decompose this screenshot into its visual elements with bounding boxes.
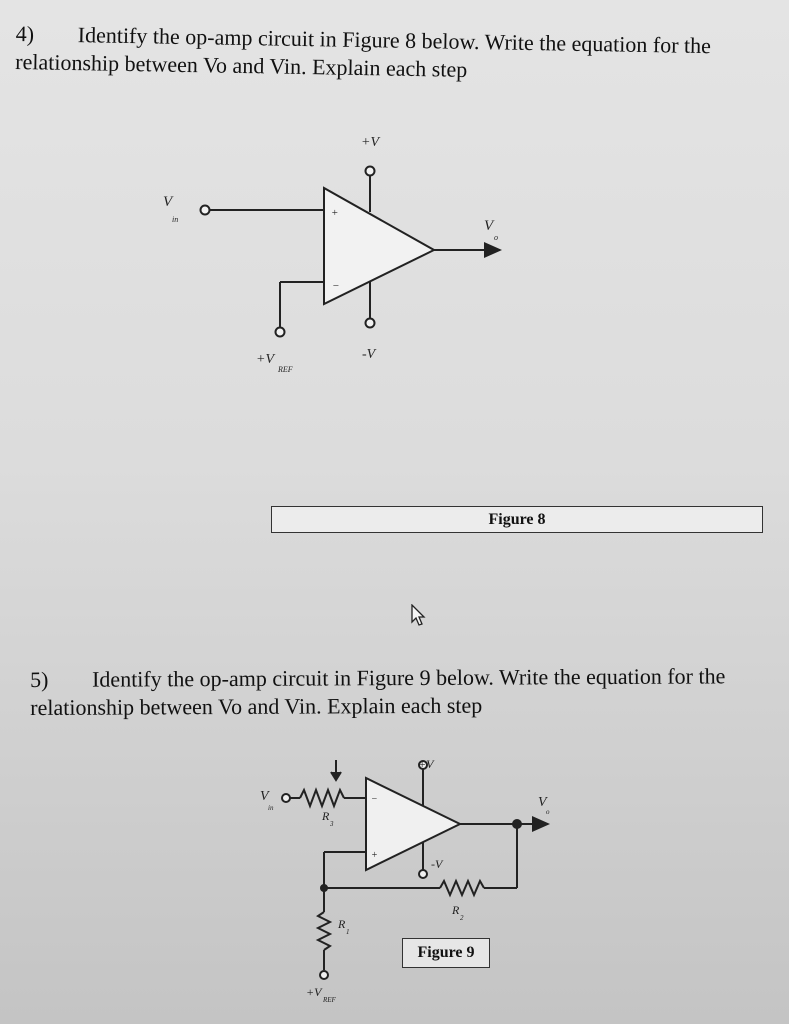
fig8-vin-label: V bbox=[163, 194, 173, 210]
fig9-r2-resistor bbox=[440, 881, 484, 895]
question-4-number: 4) bbox=[15, 20, 35, 47]
fig8-plus-sign: + bbox=[331, 207, 339, 219]
mouse-cursor-icon bbox=[410, 604, 428, 628]
fig9-vin-label: V bbox=[260, 789, 269, 804]
fig9-minus-sign: − bbox=[371, 794, 378, 805]
fig9-r3-resistor bbox=[300, 790, 344, 806]
fig9-vref-label: +V bbox=[306, 985, 322, 999]
question-5-text: Identify the op-amp circuit in Figure 9 below. Write the equation for the relationship between Vo and Vin. Explain each step bbox=[30, 663, 726, 720]
fig9-vo-label: V bbox=[538, 795, 547, 810]
fig8-opamp bbox=[324, 188, 434, 304]
fig9-r2-sub: 2 bbox=[460, 914, 464, 922]
fig9-r2-label: R bbox=[452, 903, 460, 917]
figure-8-caption-text: Figure 8 bbox=[488, 511, 546, 528]
figure-8-circuit bbox=[201, 167, 501, 337]
fig8-plus-v-label: +V bbox=[361, 135, 379, 150]
question-5-number: 5) bbox=[30, 666, 49, 692]
question-4-text: Identify the op-amp circuit in Figure 8 below. Write the equation for the relationship between Vo and Vin. Explain each step bbox=[15, 22, 712, 82]
fig9-minus-v-label: -V bbox=[431, 857, 443, 871]
fig9-plus-sign: + bbox=[371, 850, 378, 861]
question-5 bbox=[30, 662, 770, 722]
fig9-r1-sub: 1 bbox=[346, 928, 350, 936]
fig9-vin-sub: in bbox=[268, 804, 274, 812]
fig8-vin-sub: in bbox=[172, 215, 179, 224]
fig9-r1-label: R bbox=[338, 917, 346, 931]
fig8-minus-sign: − bbox=[332, 280, 340, 292]
fig9-r3-sub: 3 bbox=[330, 820, 334, 828]
fig9-vref-sub: REF bbox=[323, 996, 336, 1004]
fig8-minus-v-label: -V bbox=[362, 347, 376, 362]
fig8-vref-label: +V bbox=[256, 352, 274, 367]
fig8-vref-sub: REF bbox=[278, 365, 293, 374]
fig9-plus-v-label: +V bbox=[418, 757, 434, 771]
fig9-r1-resistor bbox=[318, 912, 330, 950]
figure-8-caption bbox=[271, 506, 763, 533]
fig8-vo-label: V bbox=[484, 218, 494, 234]
fig9-vo-sub: o bbox=[546, 808, 550, 816]
fig9-opamp bbox=[366, 778, 460, 870]
fig9-r3-label: R bbox=[322, 809, 330, 823]
figure-9-caption-text: Figure 9 bbox=[417, 944, 475, 961]
figure-9-caption bbox=[402, 938, 490, 968]
fig8-vo-sub: o bbox=[494, 233, 498, 242]
